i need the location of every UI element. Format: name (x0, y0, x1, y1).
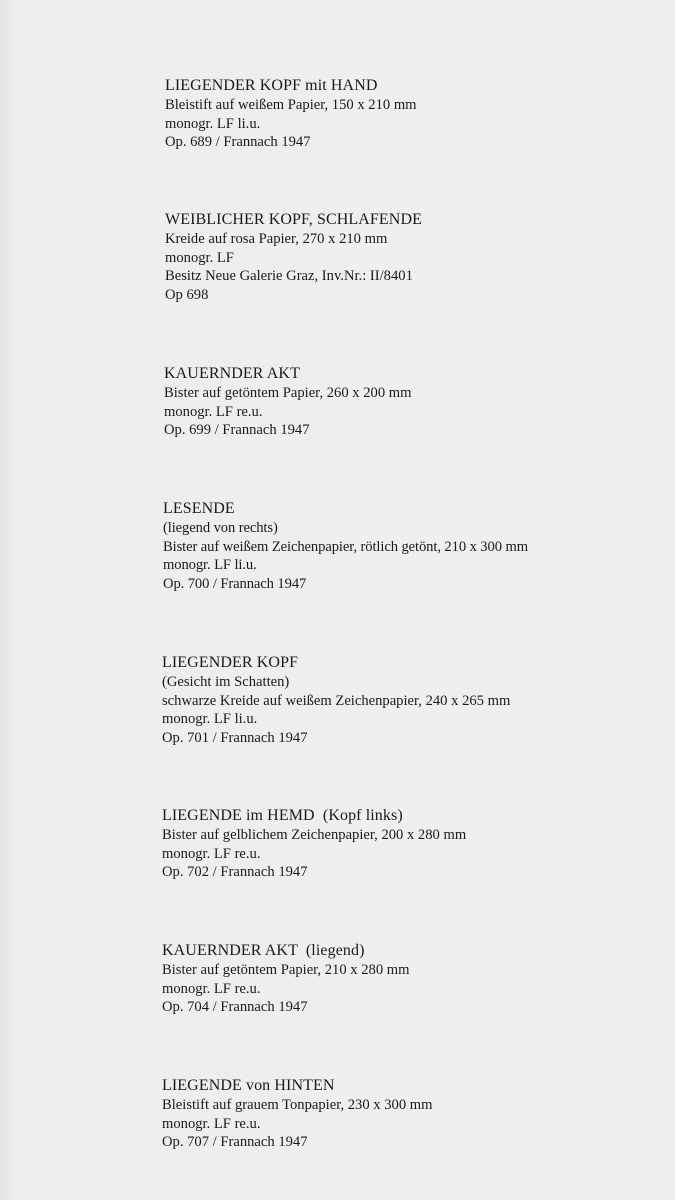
entry-medium: Kreide auf rosa Papier, 270 x 210 mm (165, 231, 388, 247)
entry-signature: monogr. LF re.u. (162, 980, 261, 997)
entry-opus: Op. 701 / Frannach 1947 (162, 729, 308, 746)
catalog-entry (162, 653, 632, 747)
entry-title: LESENDE (163, 500, 235, 517)
entry-opus: Op. 689 / Frannach 1947 (165, 134, 311, 150)
catalog-entry (163, 499, 633, 593)
entry-medium: Bister auf gelblichem Zeichenpapier, 200 x 280 mm (162, 827, 467, 843)
entry-opus: Op. 702 / Frannach 1947 (162, 864, 308, 880)
entry-signature: monogr. LF li.u. (162, 711, 258, 727)
entry-title: LIEGENDE von HINTEN (162, 1077, 335, 1094)
entry-signature: monogr. LF li.u. (165, 115, 261, 132)
entry-title: LIEGENDER KOPF mit HAND (165, 77, 378, 94)
entry-medium: Bleistift auf grauem Tonpapier, 230 x 300 mm (162, 1097, 433, 1113)
catalog-entry (165, 210, 635, 304)
entry-medium: Bister auf getöntem Papier, 210 x 280 mm (162, 962, 410, 978)
entry-title: WEIBLICHER KOPF, SCHLAFENDE (165, 211, 422, 228)
entry-signature: monogr. LF (165, 249, 234, 266)
entry-medium: Bister auf weißem Zeichenpapier, rötlich getönt, 210 x 300 mm (163, 538, 528, 555)
catalog-entry (162, 806, 632, 882)
entry-medium: schwarze Kreide auf weißem Zeichenpapier, 240 x 265 mm (162, 692, 511, 709)
entry-subtitle: (Gesicht im Schatten) (162, 674, 290, 690)
entry-medium: Bleistift auf weißem Papier, 150 x 210 mm (165, 97, 417, 113)
entry-signature: monogr. LF re.u. (164, 403, 263, 420)
entry-signature: monogr. LF li.u. (163, 557, 257, 573)
catalog-entry (162, 1076, 632, 1152)
entry-title: KAUERNDER AKT (liegend) (162, 942, 365, 959)
entry-opus: Op. 704 / Frannach 1947 (162, 999, 308, 1015)
entry-signature: monogr. LF re.u. (162, 845, 261, 862)
entry-title: LIEGENDER KOPF (162, 654, 299, 671)
entry-signature: monogr. LF re.u. (162, 1115, 261, 1132)
entry-title: KAUERNDER AKT (164, 365, 300, 382)
catalog-entry (162, 941, 632, 1017)
catalog-entry (164, 364, 634, 440)
entry-opus: Op. 699 / Frannach 1947 (164, 422, 310, 438)
entry-opus: Op. 707 / Frannach 1947 (162, 1134, 308, 1150)
entry-opus: Op 698 (165, 286, 209, 303)
entry-medium: Bister auf getöntem Papier, 260 x 200 mm (164, 385, 412, 401)
entry-opus: Op. 700 / Frannach 1947 (163, 575, 307, 592)
entry-ownership: Besitz Neue Galerie Graz, Inv.Nr.: II/8401 (165, 268, 413, 284)
entry-subtitle: (liegend von rechts) (163, 520, 278, 536)
catalog-entry (165, 76, 635, 152)
entry-title: LIEGENDE im HEMD (Kopf links) (162, 807, 403, 824)
